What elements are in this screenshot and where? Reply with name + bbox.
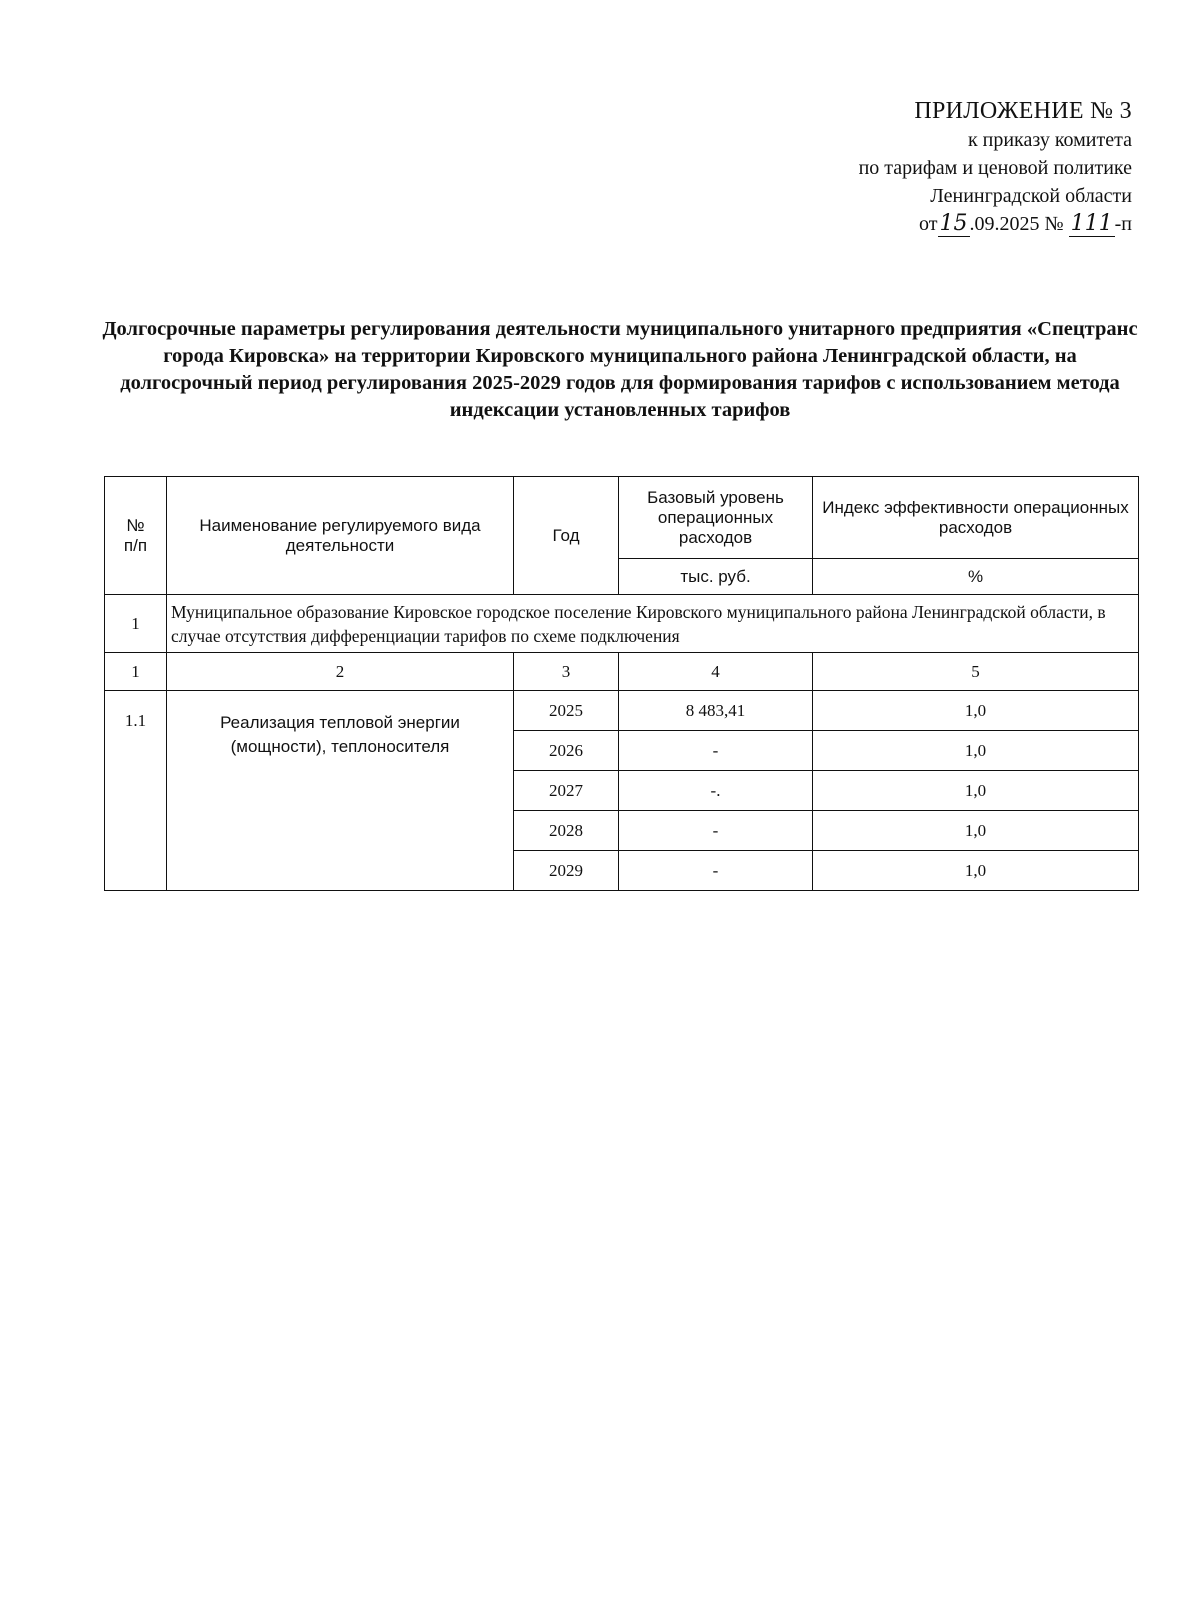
order-suffix: -п bbox=[1114, 213, 1132, 235]
unit-base: тыс. руб. bbox=[619, 559, 813, 595]
header-num-line1: № bbox=[126, 515, 145, 535]
header-base-level: Базовый уровень операционных расходов bbox=[619, 477, 813, 559]
base-cell: - bbox=[619, 851, 813, 891]
header-activity: Наименование регулируемого вида деятельности bbox=[167, 477, 514, 595]
col-num-4: 4 bbox=[619, 653, 813, 691]
base-cell: - bbox=[619, 731, 813, 771]
section-text: Муниципальное образование Кировское городское поселение Кировского муниципального района Ленинградской области, в случае отсутствия дифференциации тарифов по схеме подключения bbox=[167, 595, 1139, 653]
index-cell: 1,0 bbox=[813, 771, 1139, 811]
index-cell: 1,0 bbox=[813, 731, 1139, 771]
table-header-row bbox=[105, 477, 1139, 559]
year-cell: 2026 bbox=[514, 731, 619, 771]
section-row bbox=[105, 595, 1139, 653]
annex-line-3: Ленинградской области bbox=[930, 185, 1132, 207]
column-numbers-row bbox=[105, 653, 1139, 691]
order-number-handwritten: 111 bbox=[1070, 211, 1113, 236]
index-cell: 1,0 bbox=[813, 691, 1139, 731]
year-cell: 2025 bbox=[514, 691, 619, 731]
header-efficiency: Индекс эффективности операционных расходов bbox=[813, 477, 1139, 559]
annex-line-1: к приказу комитета bbox=[967, 129, 1132, 151]
annex-order-date bbox=[652, 210, 1132, 238]
unit-eff: % bbox=[813, 559, 1139, 595]
index-cell: 1,0 bbox=[813, 811, 1139, 851]
year-cell: 2029 bbox=[514, 851, 619, 891]
date-prefix: от bbox=[919, 213, 938, 235]
index-cell: 1,0 bbox=[813, 851, 1139, 891]
item-activity: Реализация тепловой энергии (мощности), теплоносителя bbox=[167, 691, 514, 891]
base-cell: - bbox=[619, 811, 813, 851]
col-num-2: 2 bbox=[167, 653, 514, 691]
parameters-table bbox=[104, 476, 1139, 891]
header-num bbox=[105, 477, 167, 595]
col-num-5: 5 bbox=[813, 653, 1139, 691]
section-num: 1 bbox=[105, 595, 167, 653]
annex-title: ПРИЛОЖЕНИЕ № 3 bbox=[914, 98, 1132, 124]
header-year: Год bbox=[514, 477, 619, 595]
item-num: 1.1 bbox=[105, 691, 167, 891]
col-num-1: 1 bbox=[105, 653, 167, 691]
base-cell: -. bbox=[619, 771, 813, 811]
annex-header bbox=[652, 96, 1132, 238]
date-rest: .09.2025 № bbox=[969, 213, 1064, 235]
year-cell: 2028 bbox=[514, 811, 619, 851]
date-day-handwritten: 15 bbox=[939, 211, 968, 236]
table-row bbox=[105, 691, 1139, 731]
year-cell: 2027 bbox=[514, 771, 619, 811]
document-title: Долгосрочные параметры регулирования деятельности муниципального унитарного предприятия «Спецтранс города Кировска» на территории Кировского муниципального района Ленинградской области, на долгосрочный период регулирования 2025-2029 годов для формирования тарифов с использованием метода индексации установленных тарифов bbox=[102, 318, 1138, 421]
col-num-3: 3 bbox=[514, 653, 619, 691]
annex-line-2: по тарифам и ценовой политике bbox=[858, 157, 1132, 179]
header-num-line2: п/п bbox=[123, 535, 148, 555]
base-cell: 8 483,41 bbox=[619, 691, 813, 731]
